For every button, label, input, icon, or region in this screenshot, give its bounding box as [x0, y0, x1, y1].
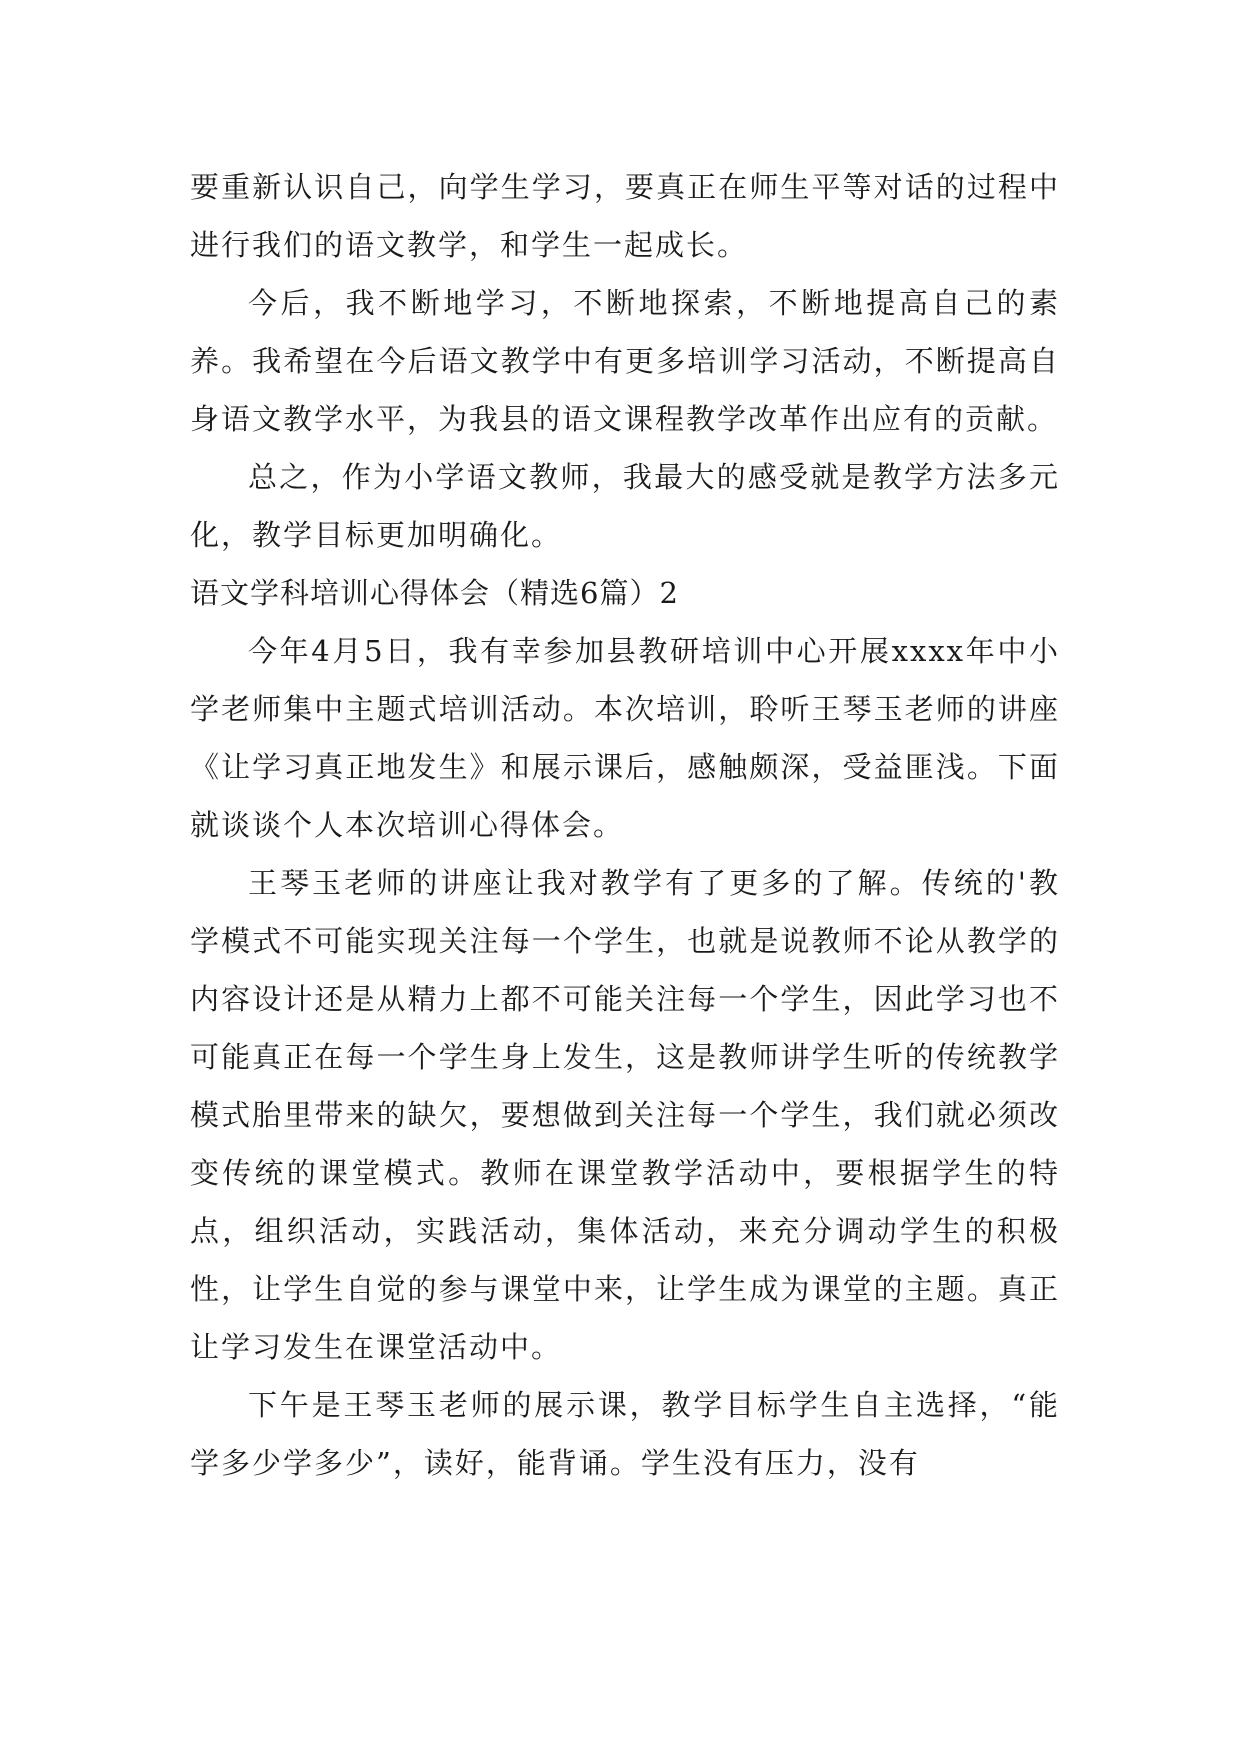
paragraph: 王琴玉老师的讲座让我对教学有了更多的了解。传统的'教学模式不可能实现关注每一个学生，也就是说教师不论从教学的内容设计还是从精力上都不可能关注每一个学生，因此学习也不可能真正在每一个学生身上发生，这是教师讲学生听的传统教学模式胎里带来的缺欠，要想做到关注每一个学生，我们就必须改变传统的课堂模式。教师在课堂教学活动中，要根据学生的特点，组织活动，实践活动，集体活动，来充分调动学生的积极性，让学生自觉的参与课堂中来，让学生成为课堂的主题。真正让学习发生在课堂活动中。 [190, 866, 1060, 1364]
section-heading: 语文学科培训心得体会（精选6篇）2 [190, 576, 679, 610]
paragraph: 今年4月5日，我有幸参加县教研培训中心开展xxxx年中小学老师集中主题式培训活动。本次培训，聆听王琴玉老师的讲座《让学习真正地发生》和展示课后，感触颇深，受益匪浅。下面就谈谈个人本次培训心得体会。 [190, 634, 1060, 842]
paragraph: 今后，我不断地学习，不断地探索，不断地提高自己的素养。我希望在今后语文教学中有更多培训学习活动，不断提高自身语文教学水平，为我县的语文课程教学改革作出应有的贡献。 [190, 286, 1060, 436]
paragraph: 总之，作为小学语文教师，我最大的感受就是教学方法多元化，教学目标更加明确化。 [190, 460, 1060, 552]
paragraph: 下午是王琴玉老师的展示课，教学目标学生自主选择，“能学多少学多少”，读好，能背诵。学生没有压力，没有 [190, 1388, 1060, 1480]
paragraph: 要重新认识自己，向学生学习，要真正在师生平等对话的过程中进行我们的语文教学，和学生一起成长。 [190, 170, 1060, 262]
document-body [190, 158, 1060, 1492]
